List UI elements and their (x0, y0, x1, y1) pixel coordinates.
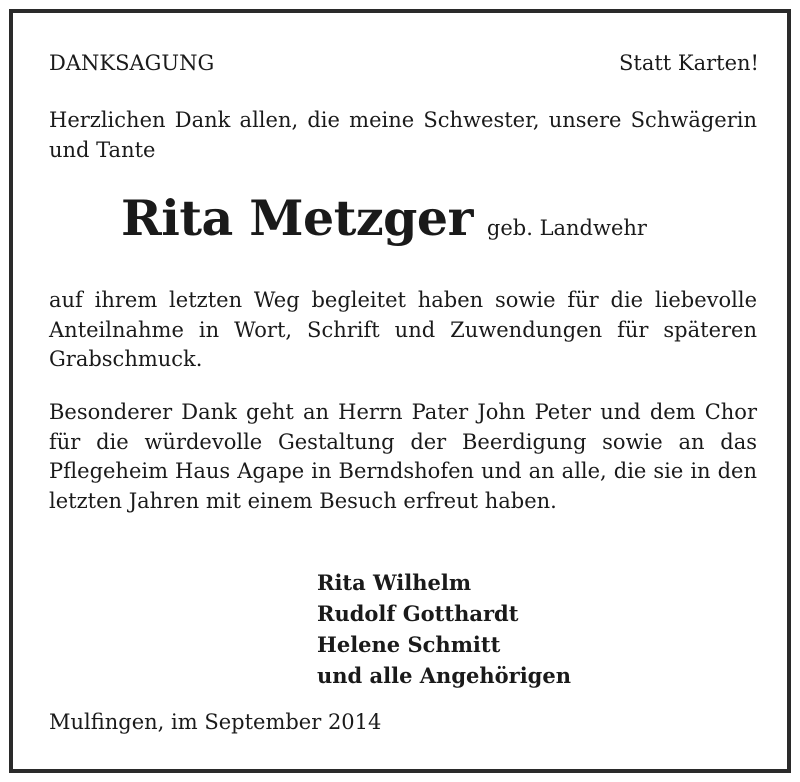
obituary-notice-card (9, 9, 791, 773)
signer-name: Helene Schmitt (317, 632, 501, 657)
thanks-paragraph: auf ihrem letzten Weg begleitet haben sowie für die liebevolle Anteilnahme in Wort, Schrift und Zuwendungen für späteren Grabschmuck. (49, 288, 757, 371)
deceased-name-line (121, 189, 647, 247)
notice-title: DANKSAGUNG (49, 51, 215, 75)
intro-paragraph: Herzlichen Dank allen, die meine Schwester, unsere Schwägerin und Tante (49, 108, 757, 162)
special-thanks-paragraph: Besonderer Dank geht an Herrn Pater John Peter und dem Chor für die würdevolle Gestaltung der Beerdigung sowie an das Pflegeheim Haus Agape in Berndshofen und an alle, die sie in den letzten Jahren mit einem Besuch erfreut haben. (49, 400, 757, 513)
signer-relatives: und alle Angehörigen (317, 663, 571, 688)
maiden-name: geb. Landwehr (486, 216, 647, 240)
signer-name: Rudolf Gotthardt (317, 601, 519, 626)
signer-name: Rita Wilhelm (317, 570, 472, 595)
place-date: Mulfingen, im September 2014 (49, 710, 382, 734)
notice-header (49, 49, 759, 77)
notice-note: Statt Karten! (619, 51, 759, 75)
deceased-name: Rita Metzger (121, 189, 473, 247)
signers-list (317, 567, 571, 691)
